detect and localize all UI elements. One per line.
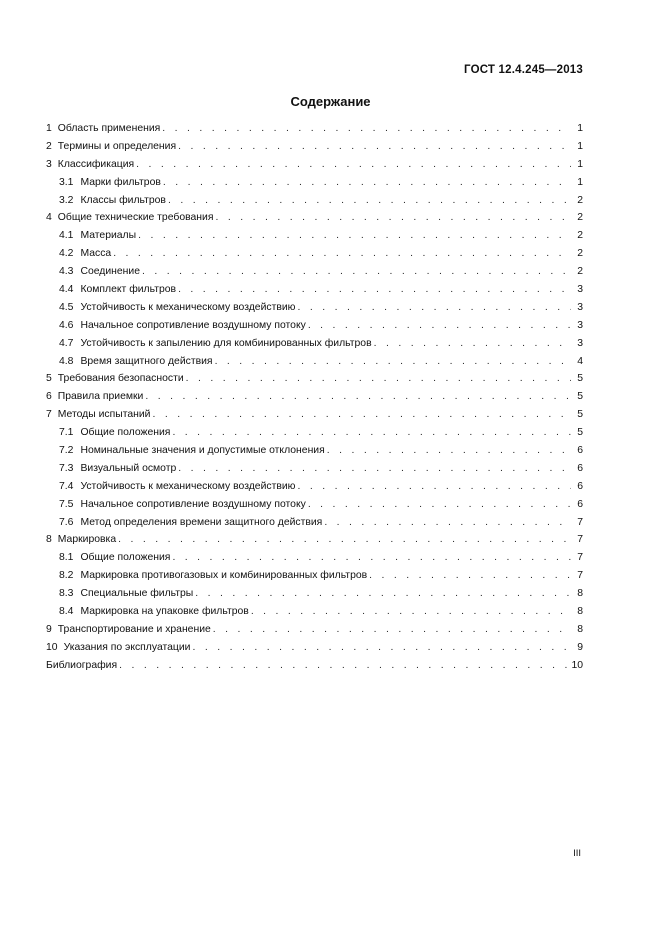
- toc-entry[interactable]: [46, 388, 583, 406]
- toc-entry-label: [59, 567, 367, 585]
- toc-entry-page: 7: [577, 552, 583, 564]
- toc-entry[interactable]: [46, 657, 583, 675]
- toc-entry-label: [59, 478, 295, 496]
- toc-entry-text: Номинальные значения и допустимые отклонения: [80, 445, 325, 457]
- toc-entry[interactable]: [46, 496, 583, 514]
- toc-leader-dots: [308, 317, 571, 335]
- toc-entry-number: 4.8: [59, 355, 74, 367]
- toc-entry[interactable]: [46, 192, 583, 210]
- toc-entry-number: 7.2: [59, 445, 74, 457]
- toc-entry[interactable]: [46, 138, 583, 156]
- toc-entry-label: [46, 370, 184, 388]
- toc-entry-text: Маркировка на упаковке фильтров: [80, 606, 249, 618]
- toc-entry-page: 1: [577, 123, 583, 134]
- toc-leader-dots: [215, 209, 571, 227]
- toc-leader-dots: [145, 388, 571, 406]
- toc-entry-text: Начальное сопротивление воздушному потоку: [80, 319, 306, 331]
- toc-leader-dots: [168, 192, 571, 210]
- toc-entry[interactable]: [46, 603, 583, 621]
- toc-entry-page: 1: [577, 158, 583, 170]
- toc-entry-page: 2: [577, 230, 583, 242]
- toc-entry-text: Визуальный осмотр: [80, 462, 177, 474]
- toc-entry[interactable]: [46, 281, 583, 299]
- toc-entry-label: [59, 245, 111, 263]
- toc-leader-dots: [251, 603, 571, 621]
- toc-entry-text: Время защитного действия: [80, 355, 213, 367]
- toc-entry-page: 1: [577, 140, 583, 152]
- toc-entry-number: 4.6: [59, 319, 74, 331]
- toc-entry-page: 5: [577, 427, 583, 439]
- toc-entry-text: Область применения: [57, 123, 161, 134]
- toc-entry[interactable]: [46, 621, 583, 639]
- toc-entry-text: Маркировка: [57, 534, 117, 546]
- toc-leader-dots: [297, 478, 571, 496]
- toc-entry[interactable]: [46, 156, 583, 174]
- toc-entry-label: [59, 424, 170, 442]
- toc-leader-dots: [163, 174, 571, 192]
- toc-entry[interactable]: [46, 174, 583, 192]
- toc-entry[interactable]: [46, 335, 583, 353]
- toc-entry-label: [46, 531, 116, 549]
- toc-entry-page: 5: [577, 409, 583, 421]
- toc-entry[interactable]: [46, 370, 583, 388]
- toc-leader-dots: [152, 406, 571, 424]
- toc-entry-text: Марки фильтров: [80, 176, 161, 188]
- toc-entry-text: Термины и определения: [57, 140, 177, 152]
- toc-entry[interactable]: [46, 639, 583, 657]
- toc-leader-dots: [213, 621, 571, 639]
- toc-entry-page: 2: [577, 266, 583, 278]
- toc-entry-text: Общие технические требования: [57, 212, 214, 224]
- toc-entry-number: 8: [46, 534, 52, 546]
- toc-entry[interactable]: [46, 406, 583, 424]
- toc-entry-page: 6: [577, 498, 583, 510]
- toc-entry[interactable]: [46, 317, 583, 335]
- toc-entry-number: 8.4: [59, 606, 74, 618]
- toc-entry-number: 10: [46, 641, 58, 653]
- toc-entry-page: 7: [577, 570, 583, 582]
- toc-entry-page: 3: [577, 319, 583, 331]
- toc-entry[interactable]: [46, 245, 583, 263]
- toc-entry-page: 2: [577, 194, 583, 206]
- toc-entry-number: 7: [46, 409, 52, 421]
- toc-entry-page: 6: [577, 462, 583, 474]
- toc-leader-dots: [136, 156, 571, 174]
- toc-entry-text: Библиография: [46, 659, 118, 671]
- toc-entry-text: Специальные фильтры: [80, 588, 194, 600]
- toc-entry-number: 7.6: [59, 516, 74, 528]
- page-number: III: [573, 848, 581, 859]
- toc-entry-number: 2: [46, 140, 52, 152]
- toc-entry-text: Комплект фильтров: [80, 284, 177, 296]
- toc-entry-label: [59, 496, 306, 514]
- toc-entry-label: [59, 299, 295, 317]
- toc-entry-page: 2: [577, 248, 583, 260]
- toc-leader-dots: [113, 245, 571, 263]
- toc-leader-dots: [178, 460, 571, 478]
- toc-entry-number: 7.1: [59, 427, 74, 439]
- toc-entry-text: Устойчивость к запылению для комбинированных фильтров: [80, 337, 372, 349]
- toc-leader-dots: [119, 657, 567, 675]
- toc-entry-label: [46, 120, 160, 138]
- toc-entry-number: 8.1: [59, 552, 74, 564]
- toc-entry-number: 3.1: [59, 176, 74, 188]
- toc-entry-label: [59, 460, 176, 478]
- toc-entry[interactable]: [46, 585, 583, 603]
- toc-entry-label: [46, 406, 150, 424]
- toc-entry-text: Классификация: [57, 158, 135, 170]
- toc-entry-text: Масса: [80, 248, 112, 260]
- toc-entry-label: [59, 353, 213, 371]
- toc-entry[interactable]: [46, 442, 583, 460]
- toc-entry-number: 8.2: [59, 570, 74, 582]
- toc-entry[interactable]: [46, 549, 583, 567]
- toc-entry-text: Правила приемки: [57, 391, 144, 403]
- toc-entry-page: 9: [577, 641, 583, 653]
- toc-entry-number: 4: [46, 212, 52, 224]
- toc-entry-page: 8: [577, 588, 583, 600]
- toc-entry-number: 3.2: [59, 194, 74, 206]
- toc-entry-page: 2: [577, 212, 583, 224]
- toc-entry-number: 8.3: [59, 588, 74, 600]
- toc-entry-number: 7.4: [59, 480, 74, 492]
- toc-entry[interactable]: [46, 514, 583, 532]
- toc-entry[interactable]: [46, 299, 583, 317]
- toc-entry-label: [46, 156, 134, 174]
- toc-entry-label: [59, 263, 140, 281]
- document-code: ГОСТ 12.4.245—2013: [464, 64, 583, 76]
- toc-entry-label: [46, 209, 213, 227]
- toc-leader-dots: [178, 138, 571, 156]
- toc-leader-dots: [172, 424, 571, 442]
- toc-entry-text: Материалы: [80, 230, 137, 242]
- toc-leader-dots: [142, 263, 571, 281]
- toc-entry-text: Начальное сопротивление воздушному потоку: [80, 498, 306, 510]
- toc-entry-label: [46, 388, 143, 406]
- toc-leader-dots: [308, 496, 571, 514]
- toc-entry[interactable]: [46, 478, 583, 496]
- toc-entry-page: 6: [577, 445, 583, 457]
- toc-entry[interactable]: [46, 209, 583, 227]
- toc-entry[interactable]: [46, 263, 583, 281]
- toc-entry-label: [59, 585, 193, 603]
- toc-entry-number: 4.5: [59, 301, 74, 313]
- toc-entry-label: [46, 639, 190, 657]
- toc-leader-dots: [172, 549, 571, 567]
- toc-leader-dots: [186, 370, 571, 388]
- toc-entry[interactable]: [46, 567, 583, 585]
- toc-entry[interactable]: [46, 353, 583, 371]
- toc-leader-dots: [138, 227, 571, 245]
- toc-entry-page: 3: [577, 284, 583, 296]
- toc-entry-number: 4.1: [59, 230, 74, 242]
- toc-entry-page: 7: [577, 516, 583, 528]
- toc-leader-dots: [374, 335, 571, 353]
- toc-entry-text: Методы испытаний: [57, 409, 151, 421]
- toc-entry-text: Требования безопасности: [57, 373, 184, 385]
- toc-leader-dots: [192, 639, 571, 657]
- toc-entry-number: 4.2: [59, 248, 74, 260]
- toc-entry-text: Классы фильтров: [80, 194, 166, 206]
- toc-entry-number: 9: [46, 623, 52, 635]
- toc-entry-page: 8: [577, 606, 583, 618]
- toc-entry[interactable]: [46, 120, 583, 138]
- toc-entry-page: 3: [577, 301, 583, 313]
- toc-entry-label: [59, 549, 170, 567]
- toc-leader-dots: [178, 281, 571, 299]
- toc-entry-label: [46, 621, 211, 639]
- toc-entry-number: 6: [46, 391, 52, 403]
- toc-entry-number: 1: [46, 123, 52, 134]
- toc-entry-text: Маркировка противогазовых и комбинированных фильтров: [80, 570, 368, 582]
- toc-entry-text: Указания по эксплуатации: [63, 641, 191, 653]
- toc-leader-dots: [324, 514, 571, 532]
- toc-entry-page: 7: [577, 534, 583, 546]
- toc-entry-page: 5: [577, 373, 583, 385]
- toc-leader-dots: [369, 567, 571, 585]
- toc-entry-label: [59, 174, 161, 192]
- toc-entry-label: [59, 281, 176, 299]
- toc-entry-text: Общие положения: [80, 427, 171, 439]
- table-of-contents: [46, 120, 583, 675]
- toc-leader-dots: [118, 531, 571, 549]
- toc-leader-dots: [327, 442, 571, 460]
- toc-entry[interactable]: [46, 531, 583, 549]
- toc-entry-number: 5: [46, 373, 52, 385]
- toc-entry-label: [46, 657, 117, 675]
- toc-leader-dots: [215, 353, 571, 371]
- toc-entry-page: 3: [577, 337, 583, 349]
- toc-entry-text: Устойчивость к механическому воздействию: [80, 480, 296, 492]
- toc-entry[interactable]: [46, 460, 583, 478]
- toc-entry-page: 10: [571, 659, 583, 671]
- toc-entry-label: [59, 514, 322, 532]
- toc-entry-label: [59, 603, 249, 621]
- toc-entry[interactable]: [46, 227, 583, 245]
- toc-entry-label: [59, 192, 166, 210]
- toc-entry-number: 7.3: [59, 462, 74, 474]
- toc-entry-text: Общие положения: [80, 552, 171, 564]
- toc-entry-page: 1: [577, 176, 583, 188]
- toc-entry-text: Метод определения времени защитного действия: [80, 516, 323, 528]
- toc-entry-text: Соединение: [80, 266, 140, 278]
- toc-entry-number: 4.4: [59, 284, 74, 296]
- toc-entry-label: [59, 227, 136, 245]
- toc-entry-number: 7.5: [59, 498, 74, 510]
- toc-entry-page: 6: [577, 480, 583, 492]
- toc-entry-page: 5: [577, 391, 583, 403]
- toc-entry-label: [59, 335, 372, 353]
- toc-entry[interactable]: [46, 424, 583, 442]
- toc-entry-page: 4: [577, 355, 583, 367]
- toc-entry-label: [59, 442, 325, 460]
- toc-leader-dots: [297, 299, 571, 317]
- toc-entry-text: Устойчивость к механическому воздействию: [80, 301, 296, 313]
- toc-leader-dots: [162, 120, 571, 138]
- toc-entry-label: [59, 317, 306, 335]
- toc-entry-label: [46, 138, 176, 156]
- toc-title: Содержание: [290, 94, 371, 109]
- toc-entry-number: 3: [46, 158, 52, 170]
- toc-leader-dots: [195, 585, 571, 603]
- toc-entry-page: 8: [577, 623, 583, 635]
- toc-entry-number: 4.7: [59, 337, 74, 349]
- toc-entry-text: Транспортирование и хранение: [57, 623, 211, 635]
- toc-entry-number: 4.3: [59, 266, 74, 278]
